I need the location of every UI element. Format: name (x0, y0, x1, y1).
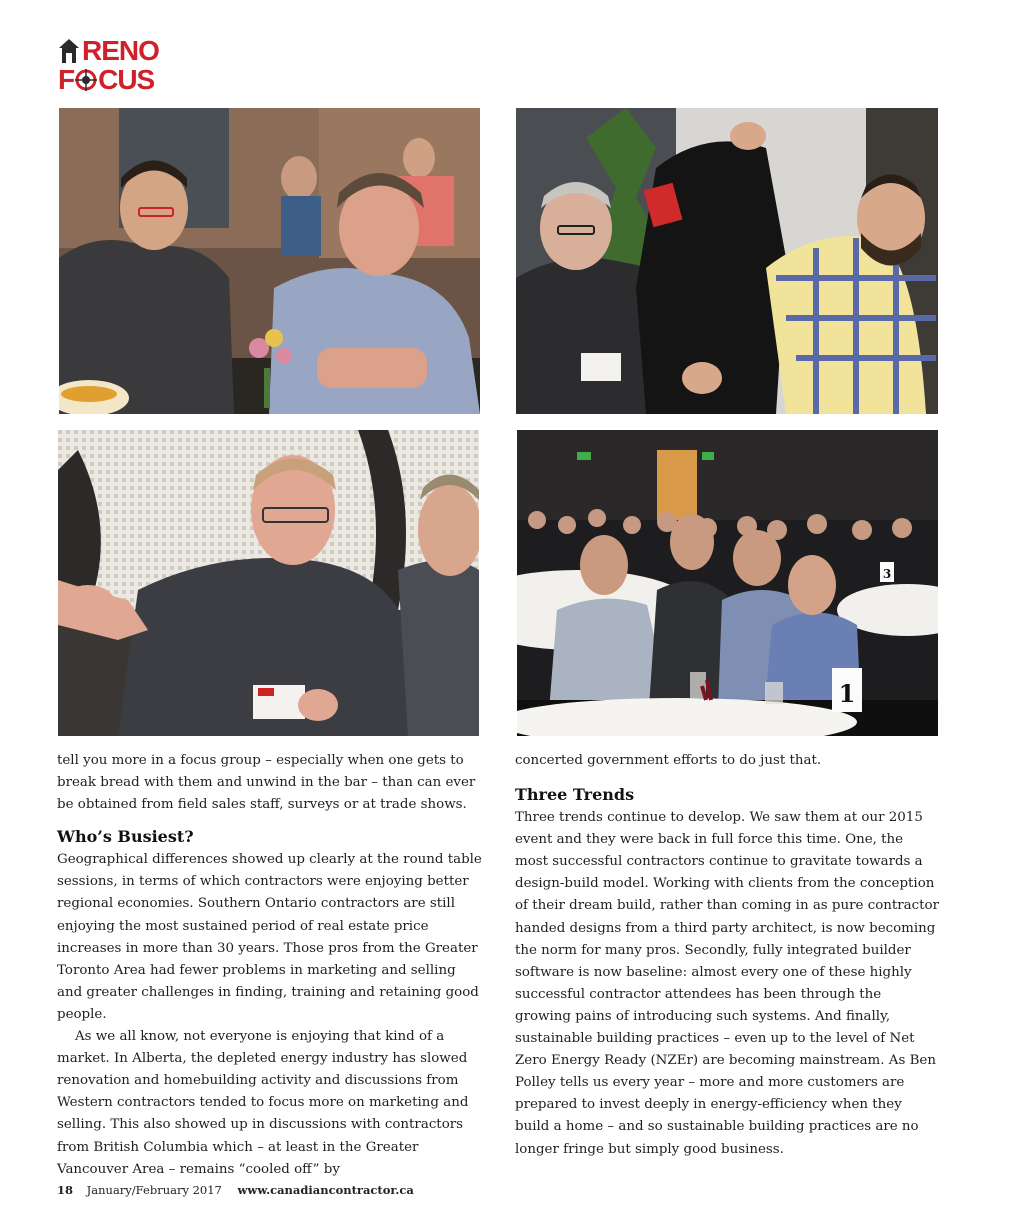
logo-top-row (58, 36, 178, 65)
heading-three-trends: Three Trends (515, 785, 635, 805)
photo-man-showing-jacket (516, 108, 938, 414)
left-intro-paragraph: tell you more in a focus group – especially when one gets to break bread with them and unwind in the bar – than can ever be obtained from field sales staff, surveys or at trade shows. (57, 753, 476, 813)
photo-man-gesturing (58, 430, 479, 736)
reno-focus-logo (58, 36, 178, 94)
page-footer (57, 1183, 414, 1197)
busiest-paragraph-2: As we all know, not everyone is enjoying that kind of a market. In Alberta, the depleted energy industry has slowed renovation and homebuilding activity and discussions from Western contractors tended to focus more on marketing and selling. This also showed up in discussions with contractors from British Columbia which – at least in the Greater Vancouver Area – remains “cooled off” by (57, 1029, 469, 1177)
article-right-column (515, 750, 940, 1161)
table-number-3: 3 (882, 567, 892, 581)
crosshair-target-icon (75, 69, 97, 91)
website-link[interactable]: www.canadiancontractor.ca (237, 1183, 414, 1197)
page-number: 18 (57, 1183, 74, 1197)
logo-bottom-row (58, 65, 178, 94)
table-number-1: 1 (838, 679, 856, 708)
logo-reno-text: RENO (82, 35, 159, 66)
photo-men-talking-at-table (59, 108, 480, 414)
photo-banquet-audience (517, 430, 938, 736)
article-left-column (57, 750, 482, 1181)
issue-date: January/February 2017 (86, 1183, 222, 1197)
trends-paragraph: Three trends continue to develop. We saw them at our 2015 event and they were back in full force this time. One, the most successful contractors continue to gravitate towards a design-build model. Working with clients from the conception of their dream build, rather than coming in as pure contractor handed designs from a third party architect, is now becoming the norm for many pros. Secondly, fully integrated builder software is now baseline: almost every one of these highly successful contractor attendees has been through the growing pains of introducing such systems. And finally, sustainable building practices – even up to the level of Net Zero Energy Ready (NZEr) are becoming mainstream. As Ben Polley tells us every year – more and more customers are prepared to invest deeply in energy-efficiency when they build a home – and so sustainable building practices are no longer fringe but simply good business. (515, 810, 940, 1157)
heading-whos-busiest: Who’s Busiest? (57, 827, 194, 847)
right-intro-paragraph: concerted government efforts to do just that. (515, 753, 822, 768)
logo-cus-text: CUS (98, 64, 155, 95)
busiest-paragraph-1: Geographical differences showed up clearly at the round table sessions, in terms of which contractors were enjoying better regional economies. Southern Ontario contractors are still enjoying the most sustained period of real estate price increases in more than 30 years. Those pros from the Greater Toronto Area had fewer problems in marketing and selling and greater challenges in finding, training and retaining good people. (57, 852, 482, 1022)
logo-f-letter: F (58, 64, 75, 95)
house-icon (58, 38, 80, 64)
